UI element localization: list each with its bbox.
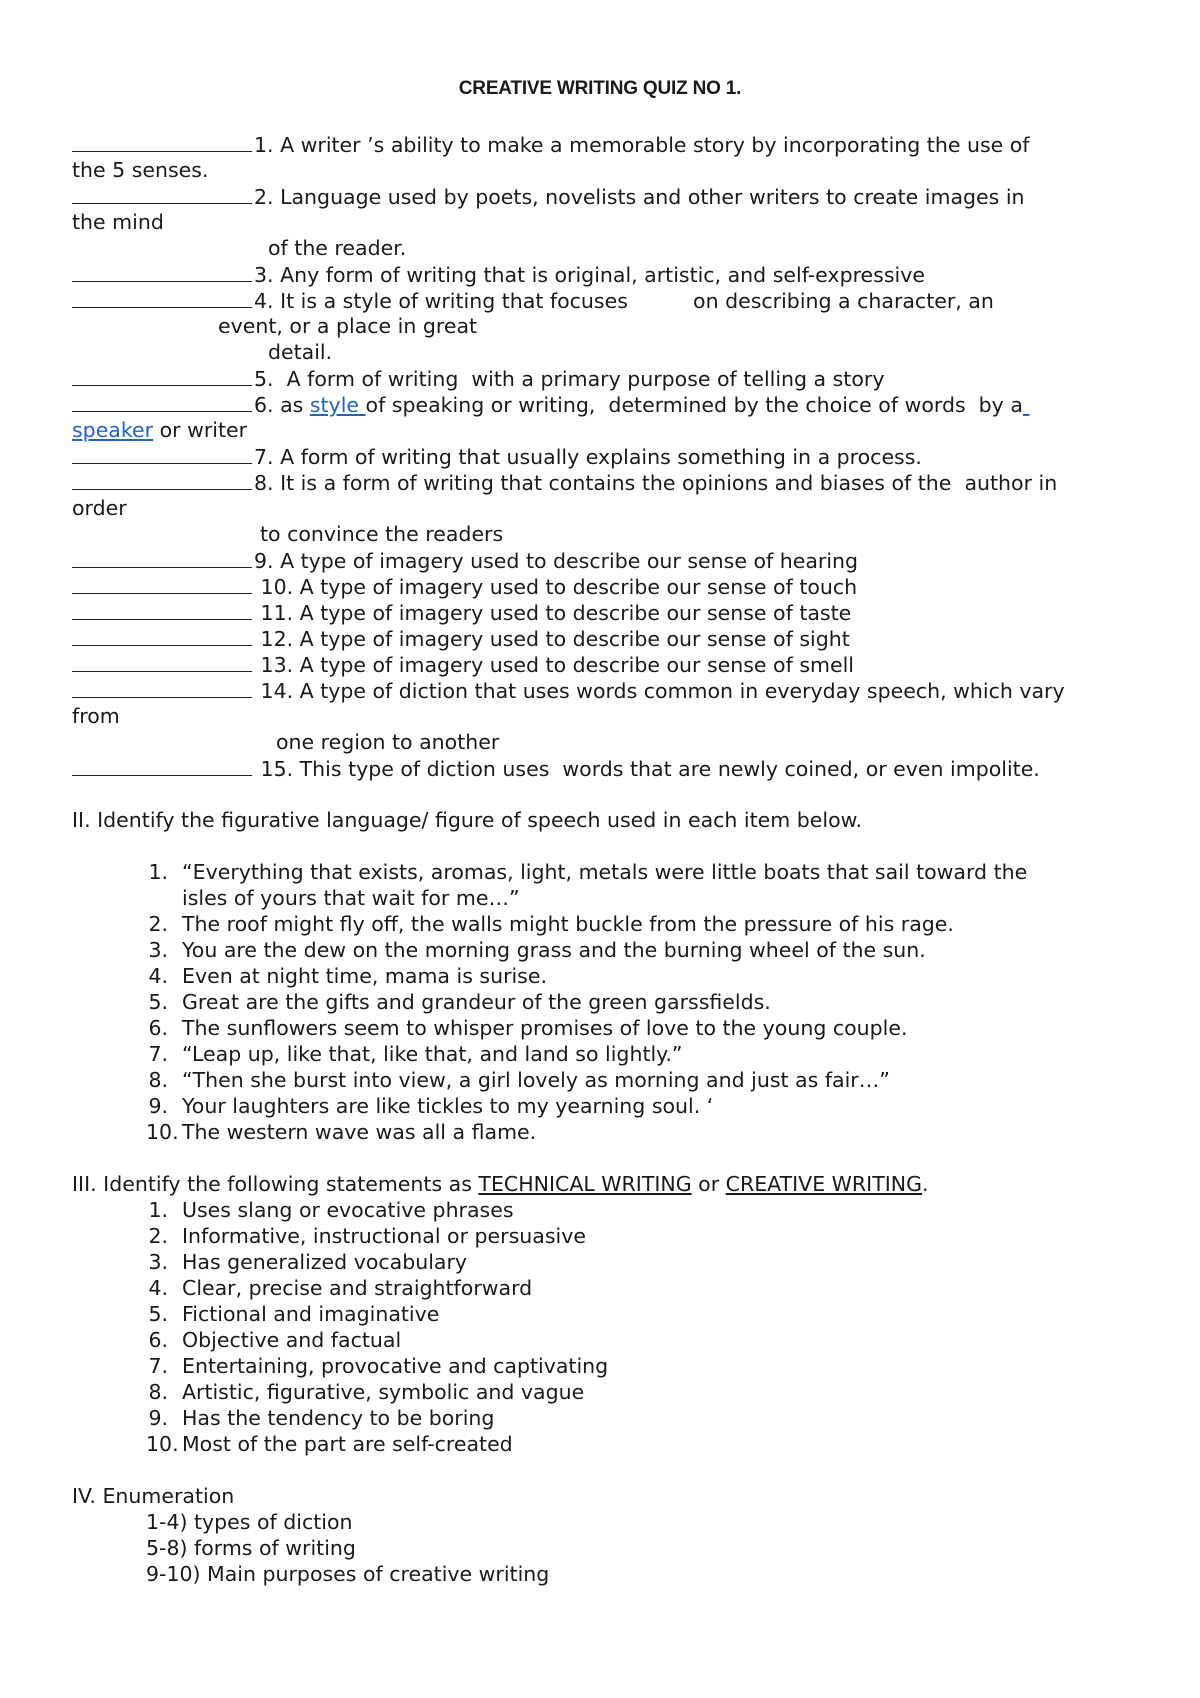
- part1-item-3: 3. Any form of writing that is original, artistic, and self-expressive: [72, 261, 925, 288]
- part2-item-7: 7. “Leap up, like that, like that, and land so lightly.”: [148, 1042, 683, 1066]
- part1-item-1-cont: the 5 senses.: [72, 158, 209, 182]
- speaker-link[interactable]: speaker: [72, 418, 154, 442]
- part1-item-9: 9. A type of imagery used to describe our sense of hearing: [72, 547, 858, 574]
- part3-item-7: 7. Entertaining, provocative and captivating: [148, 1354, 609, 1378]
- answer-blank[interactable]: [72, 625, 252, 646]
- part1-item-8-cont2: to convince the readers: [260, 522, 504, 546]
- part1-item-5: 5. A form of writing with a primary purpose of telling a story: [72, 365, 884, 392]
- part1-item-4-cont2: detail.: [268, 340, 333, 364]
- part1-item-4: 4. It is a style of writing that focuses on describing a character, an: [72, 287, 994, 314]
- answer-blank[interactable]: [72, 573, 252, 594]
- part1-item-4-cont: event, or a place in great: [218, 314, 478, 338]
- part4-item-1: 1-4) types of diction: [146, 1510, 353, 1534]
- page-title: CREATIVE WRITING QUIZ NO 1.: [458, 78, 742, 99]
- answer-blank[interactable]: [72, 365, 252, 386]
- part1-item-2-cont: the mind: [72, 210, 164, 234]
- part1-item-2: 2. Language used by poets, novelists and other writers to create images in: [72, 183, 1025, 210]
- part3-item-2: 2. Informative, instructional or persuasive: [148, 1224, 586, 1248]
- answer-blank[interactable]: [72, 261, 252, 282]
- answer-blank[interactable]: [72, 287, 252, 308]
- answer-blank[interactable]: [72, 391, 252, 412]
- answer-blank[interactable]: [72, 755, 252, 776]
- part3-heading: III. Identify the following statements as TECHNICAL WRITING or CREATIVE WRITING.: [72, 1172, 929, 1196]
- part2-item-4: 4. Even at night time, mama is surise.: [148, 964, 547, 988]
- part3-item-4: 4. Clear, precise and straightforward: [148, 1276, 533, 1300]
- part1-item-13: 13. A type of imagery used to describe our sense of smell: [72, 651, 854, 678]
- part1-item-6: 6. as style of speaking or writing, determined by the choice of words by a: [72, 391, 1029, 418]
- part2-item-1-cont: isles of yours that wait for me…”: [182, 886, 520, 910]
- part1-item-14: 14. A type of diction that uses words common in everyday speech, which vary: [72, 677, 1065, 704]
- answer-blank[interactable]: [72, 131, 252, 152]
- part2-item-2: 2. The roof might fly off, the walls might buckle from the pressure of his rage.: [148, 912, 954, 936]
- answer-blank[interactable]: [72, 599, 252, 620]
- part3-item-9: 9. Has the tendency to be boring: [148, 1406, 495, 1430]
- part4-item-3: 9-10) Main purposes of creative writing: [146, 1562, 550, 1586]
- part3-item-8: 8. Artistic, figurative, symbolic and vague: [148, 1380, 585, 1404]
- style-link[interactable]: style: [309, 393, 366, 417]
- part1-item-14-cont: from: [72, 704, 120, 728]
- answer-blank[interactable]: [72, 183, 252, 204]
- creative-writing-label: CREATIVE WRITING: [725, 1172, 923, 1196]
- part3-item-3: 3. Has generalized vocabulary: [148, 1250, 468, 1274]
- part1-item-10: 10. A type of imagery used to describe our sense of touch: [72, 573, 857, 600]
- answer-blank[interactable]: [72, 469, 252, 490]
- part1-item-11: 11. A type of imagery used to describe our sense of taste: [72, 599, 851, 626]
- answer-blank[interactable]: [72, 443, 252, 464]
- part1-item-7: 7. A form of writing that usually explains something in a process.: [72, 443, 922, 470]
- part2-item-6: 6. The sunflowers seem to whisper promises of love to the young couple.: [148, 1016, 908, 1040]
- part2-item-8: 8. “Then she burst into view, a girl lovely as morning and just as fair…”: [148, 1068, 890, 1092]
- part1-item-2-cont2: of the reader.: [268, 236, 407, 260]
- part3-item-6: 6. Objective and factual: [148, 1328, 402, 1352]
- part3-item-1: 1. Uses slang or evocative phrases: [148, 1198, 514, 1222]
- part1-item-1: 1. A writer ’s ability to make a memorable story by incorporating the use of: [72, 131, 1030, 158]
- speaker-link-space[interactable]: [1023, 393, 1030, 417]
- part4-heading: IV. Enumeration: [72, 1484, 235, 1508]
- part2-item-9: 9. Your laughters are like tickles to my yearning soul. ‘: [148, 1094, 714, 1118]
- technical-writing-label: TECHNICAL WRITING: [478, 1172, 692, 1196]
- part2-item-10: 10. The western wave was all a flame.: [146, 1120, 537, 1144]
- part4-item-2: 5-8) forms of writing: [146, 1536, 356, 1560]
- part2-heading: II. Identify the figurative language/ figure of speech used in each item below.: [72, 808, 863, 832]
- part2-item-3: 3. You are the dew on the morning grass and the burning wheel of the sun.: [148, 938, 926, 962]
- answer-blank[interactable]: [72, 547, 252, 568]
- part3-item-10: 10. Most of the part are self-created: [146, 1432, 513, 1456]
- part3-item-5: 5. Fictional and imaginative: [148, 1302, 440, 1326]
- part2-item-5: 5. Great are the gifts and grandeur of the green garssfields.: [148, 990, 771, 1014]
- part1-item-6-cont: speaker or writer: [72, 418, 248, 442]
- answer-blank[interactable]: [72, 651, 252, 672]
- part1-item-8: 8. It is a form of writing that contains the opinions and biases of the author in: [72, 469, 1057, 496]
- part1-item-12: 12. A type of imagery used to describe our sense of sight: [72, 625, 850, 652]
- part1-item-15: 15. This type of diction uses words that are newly coined, or even impolite.: [72, 755, 1040, 782]
- part2-item-1: 1. “Everything that exists, aromas, light, metals were little boats that sail toward the: [148, 860, 1028, 884]
- part1-item-8-cont: order: [72, 496, 127, 520]
- part1-item-14-cont2: one region to another: [276, 730, 500, 754]
- answer-blank[interactable]: [72, 677, 252, 698]
